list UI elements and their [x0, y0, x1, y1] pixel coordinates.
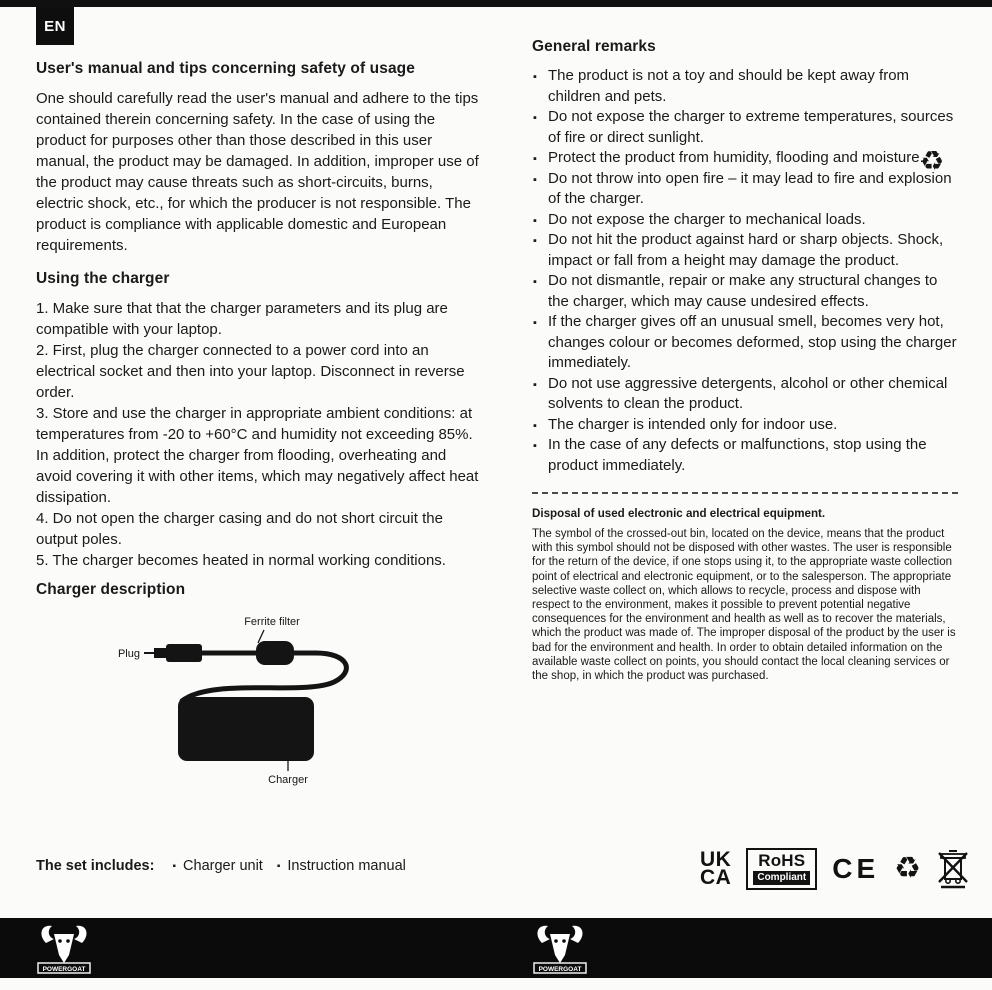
footer-band: [0, 918, 992, 978]
set-includes-label: The set includes:: [36, 858, 155, 874]
compliance-marks-row: [700, 848, 970, 890]
crossed-out-bin-icon: [936, 848, 970, 890]
recycling-icon: ♻: [894, 852, 922, 885]
remark-item: ▪ Do not use aggressive detergents, alcohol or other chemical solvents to clean the product.: [532, 374, 958, 415]
using-charger-section: [36, 270, 482, 571]
safety-section: [36, 60, 482, 256]
using-charger-steps: [36, 298, 482, 571]
remark-item: ▪ If the charger gives off an unusual smell, becomes very hot, changes colour or becomes deformed, stop using the charger immediately.: [532, 312, 958, 374]
language-badge-label: EN: [44, 17, 66, 35]
remark-item: ▪ Do not expose the charger to mechanical loads.: [532, 210, 958, 231]
brand-name: POWERGOAT: [538, 966, 582, 973]
powergoat-logo: [36, 921, 92, 975]
plug-label: Plug: [117, 648, 140, 660]
charger-label: Charger: [268, 774, 308, 786]
ferrite-filter-bead: [256, 641, 294, 665]
charger-diagram: [36, 609, 476, 789]
ferrite-filter-label: Ferrite filter: [244, 616, 300, 628]
remark-item: ▪ Do not expose the charger to extreme temperatures, sources of fire or direct sunlight.: [532, 107, 958, 148]
remark-item: ▪ The charger is intended only for indoor use.: [532, 415, 958, 436]
step-item: 4. Do not open the charger casing and do not short circuit the output poles.: [36, 510, 443, 548]
powergoat-logo: [532, 921, 588, 975]
safety-paragraph: One should carefully read the user's manual and adhere to the tips contained therein concerning safety. In the case of using the product for purposes other than those described in this user manual, the product may be damaged. In addition, improper use of the product may cause threats such as short-circuits, burns, electric shock, etc., for which the producer is not responsible. The product is compliance with applicable domestic and European requirements.: [36, 90, 479, 254]
step-item: 1. Make sure that that the charger parameters and its plug are compatible with your laptop.: [36, 300, 448, 338]
step-item: 5. The charger becomes heated in normal working conditions.: [36, 552, 446, 569]
plug-body: [166, 644, 202, 662]
remark-item: ▪ The product is not a toy and should be kept away from children and pets.: [532, 66, 958, 107]
using-charger-heading: Using the charger: [36, 270, 170, 287]
remark-item: ▪ Protect the product from humidity, flooding and moisture.: [532, 148, 958, 169]
set-includes-item: ▪ Instruction manual: [277, 858, 406, 874]
step-item: 3. Store and use the charger in appropriate ambient conditions: at temperatures from -20 to +60°C and humidity not exceeding 85%. In addition, protect the charger from flooding, overheating and avoid covering it with other items, which may negatively affect heat dissipation.: [36, 405, 479, 506]
ce-mark: CE: [832, 853, 880, 884]
rohs-compliant-label: Compliant: [753, 871, 810, 885]
dashed-divider: [532, 492, 958, 494]
disposal-paragraph: The symbol of the crossed-out bin, located on the device, means that the product with this symbol should not be disposed with other wastes. The user is responsible for the return of the device, if one stops using it, to the appropriate waste collection point of electrical and electronic equipment, or to the salesperson. The appropriate selective waste collect on, which allows to recycle, process and dispose with respect to the environment, makes it possible to prevent potential negative consequences for the environment and health as well as to recover the materials, which the product was made of. The improper disposal of the product by the user is bad for the environment and health. In order to obtain detailed information on the available waste collect on points, you should contact the local cleaning services or the shop, in which the product was purchased.: [532, 528, 956, 683]
general-remarks-list: [532, 66, 958, 476]
disposal-heading: Disposal of used electronic and electrical equipment.: [532, 507, 826, 520]
set-includes-line: [36, 858, 406, 874]
left-column: [36, 60, 482, 789]
right-column: [532, 38, 958, 683]
ferrite-pointer-line: [258, 630, 264, 643]
ukca-top: UK: [700, 848, 732, 871]
set-includes-item: ▪ Charger unit: [172, 858, 262, 874]
safety-section-heading: User's manual and tips concerning safety of usage: [36, 60, 415, 77]
remark-item: ▪ Do not hit the product against hard or sharp objects. Shock, impact or fall from a height may damage the product.: [532, 230, 958, 271]
recycling-icon: ♻: [920, 146, 945, 176]
remark-item: ▪ In the case of any defects or malfunctions, stop using the product immediately.: [532, 435, 958, 476]
general-remarks-heading: General remarks: [532, 38, 656, 55]
charger-description-section: [36, 581, 482, 789]
remark-item: ▪ Do not throw into open fire – it may lead to fire and explosion of the charger.: [532, 169, 958, 210]
charger-body: [178, 697, 314, 761]
ukca-mark: [700, 848, 732, 889]
brand-name: POWERGOAT: [42, 966, 86, 973]
charger-description-heading: Charger description: [36, 581, 186, 598]
remark-item: ▪ Do not dismantle, repair or make any structural changes to the charger, which may cause undesired effects.: [532, 271, 958, 312]
step-item: 2. First, plug the charger connected to a power cord into an electrical socket and then into your laptop. Disconnect in reverse order.: [36, 342, 465, 401]
language-badge: [36, 7, 74, 45]
scan-edge-top: [0, 0, 992, 7]
plug-tip: [154, 648, 166, 658]
rohs-label: RoHS: [758, 851, 806, 870]
rohs-mark: [746, 848, 817, 890]
ukca-bottom: CA: [700, 866, 732, 889]
